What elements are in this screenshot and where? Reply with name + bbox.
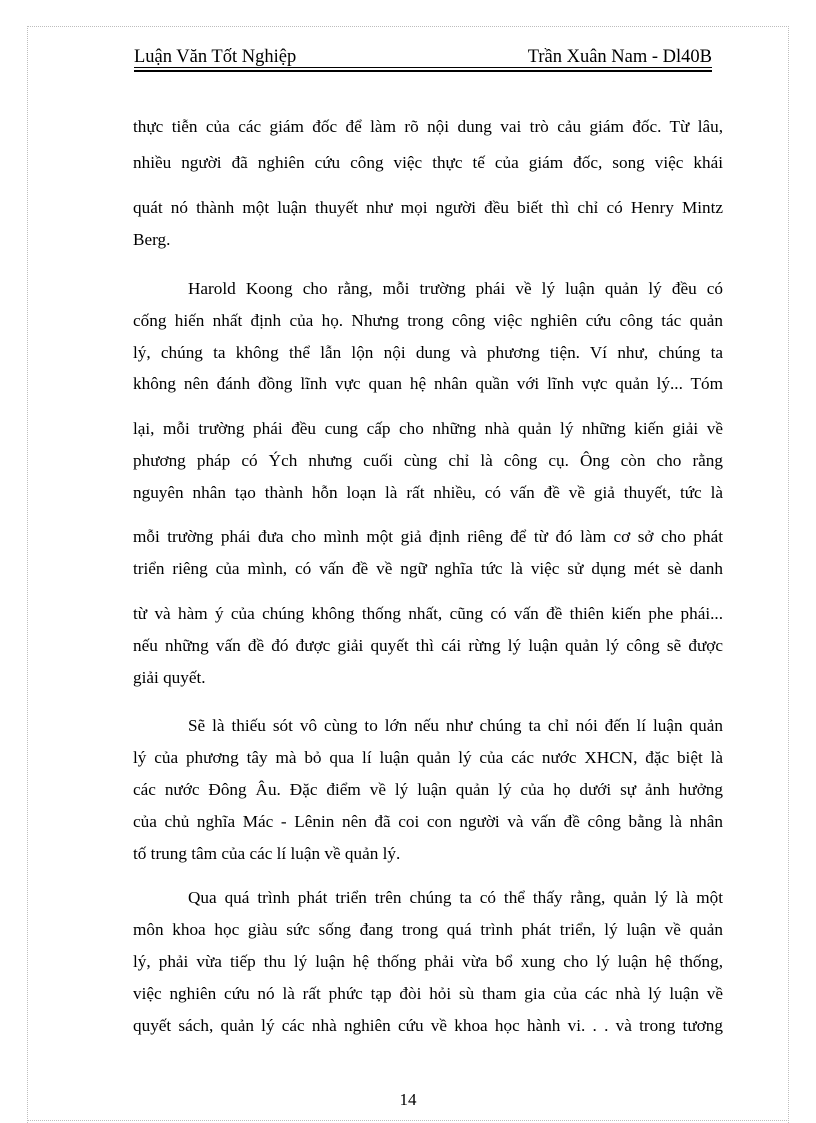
- page-header: [134, 44, 712, 68]
- text-line: nếu những vấn đề đó được giải quyết thì cái rừng lý luận quản lý công sẽ được: [133, 636, 723, 655]
- text-line: môn khoa học giàu sức sống đang trong quá trình phát triển, lý luận về quản: [133, 920, 723, 939]
- header-rule-thin: [134, 67, 712, 68]
- text-line: giải quyết.: [133, 668, 206, 687]
- text-line: việc nghiên cứu nó là rất phức tạp đòi hỏi sù tham gia của các nhà lý luận về: [133, 984, 723, 1003]
- text-line: phương pháp có Ých nhưng cuối cùng chỉ là công cụ. Ông còn cho rằng: [133, 451, 723, 470]
- text-line: nguyên nhân tạo thành hỗn loạn là rất nhiều, có vấn đề về giả thuyết, tức là: [133, 483, 723, 502]
- text-line: quyết sách, quản lý các nhà nghiên cứu về khoa học hành vi. . . và trong tương: [133, 1016, 723, 1035]
- footer-rule: [27, 1120, 789, 1121]
- header-rule-thick: [134, 70, 712, 72]
- text-line: lý của phương tây mà bỏ qua lí luận quản lý của các nước XHCN, đặc biệt là: [133, 748, 723, 767]
- text-line: lại, mỗi trường phái đều cung cấp cho những nhà quản lý những kiến giải về: [133, 419, 723, 438]
- text-line: của chủ nghĩa Mác - Lênin nên đã coi con người và vấn đề công bằng là nhân: [133, 812, 723, 831]
- text-line: thực tiễn của các giám đốc để làm rõ nội dung vai trò cảu giám đốc. Từ lâu,: [133, 117, 723, 136]
- text-line: tố trung tâm của các lí luận về quản lý.: [133, 844, 401, 863]
- header-right-author: Trần Xuân Nam - Dl40B: [527, 47, 712, 67]
- header-left-title: Luận Văn Tốt Nghiệp: [134, 47, 297, 67]
- text-line: quát nó thành một luận thuyết như mọi người đều biết thì chỉ có Henry Mintz: [133, 198, 723, 217]
- text-line: Harold Koong cho rằng, mỗi trường phái về lý luận quản lý đều có: [188, 279, 723, 298]
- text-line: từ và hàm ý của chúng không thống nhất, cũng có vấn đề thiên kiến phe phái...: [133, 604, 723, 623]
- text-line: không nên đánh đồng lĩnh vực quan hệ nhân quần với lĩnh vực quản lý... Tóm: [133, 374, 723, 393]
- text-line: nhiều người đã nghiên cứu công việc thực tế của giám đốc, song việc khái: [133, 153, 723, 172]
- page-number: 14: [399, 1090, 417, 1109]
- text-line: mỗi trường phái đưa cho mình một giả định riêng để từ đó làm cơ sở cho phát: [133, 527, 723, 546]
- text-line: các nước Đông Âu. Đặc điểm về lý luận quản lý của họ dưới sự ảnh hưởng: [133, 780, 723, 799]
- text-line: Sẽ là thiếu sót vô cùng to lớn nếu như chúng ta chỉ nói đến lí luận quản: [188, 716, 723, 735]
- text-line: lý, chúng ta không thể lẫn lộn nội dung và phương tiện. Ví như, chúng ta: [133, 343, 723, 362]
- text-line: Qua quá trình phát triển trên chúng ta có thể thấy rằng, quản lý là một: [188, 888, 723, 907]
- text-line: cống hiến nhất định của họ. Nhưng trong công việc nghiên cứu công tác quản: [133, 311, 723, 330]
- text-line: Berg.: [133, 230, 171, 249]
- text-line: lý, phải vừa tiếp thu lý luận hệ thống phải vừa bổ xung cho lý luận hệ thống,: [133, 952, 723, 971]
- text-line: triển riêng của mình, có vấn đề về ngữ nghĩa tức là việc sử dụng mét sè danh: [133, 559, 723, 578]
